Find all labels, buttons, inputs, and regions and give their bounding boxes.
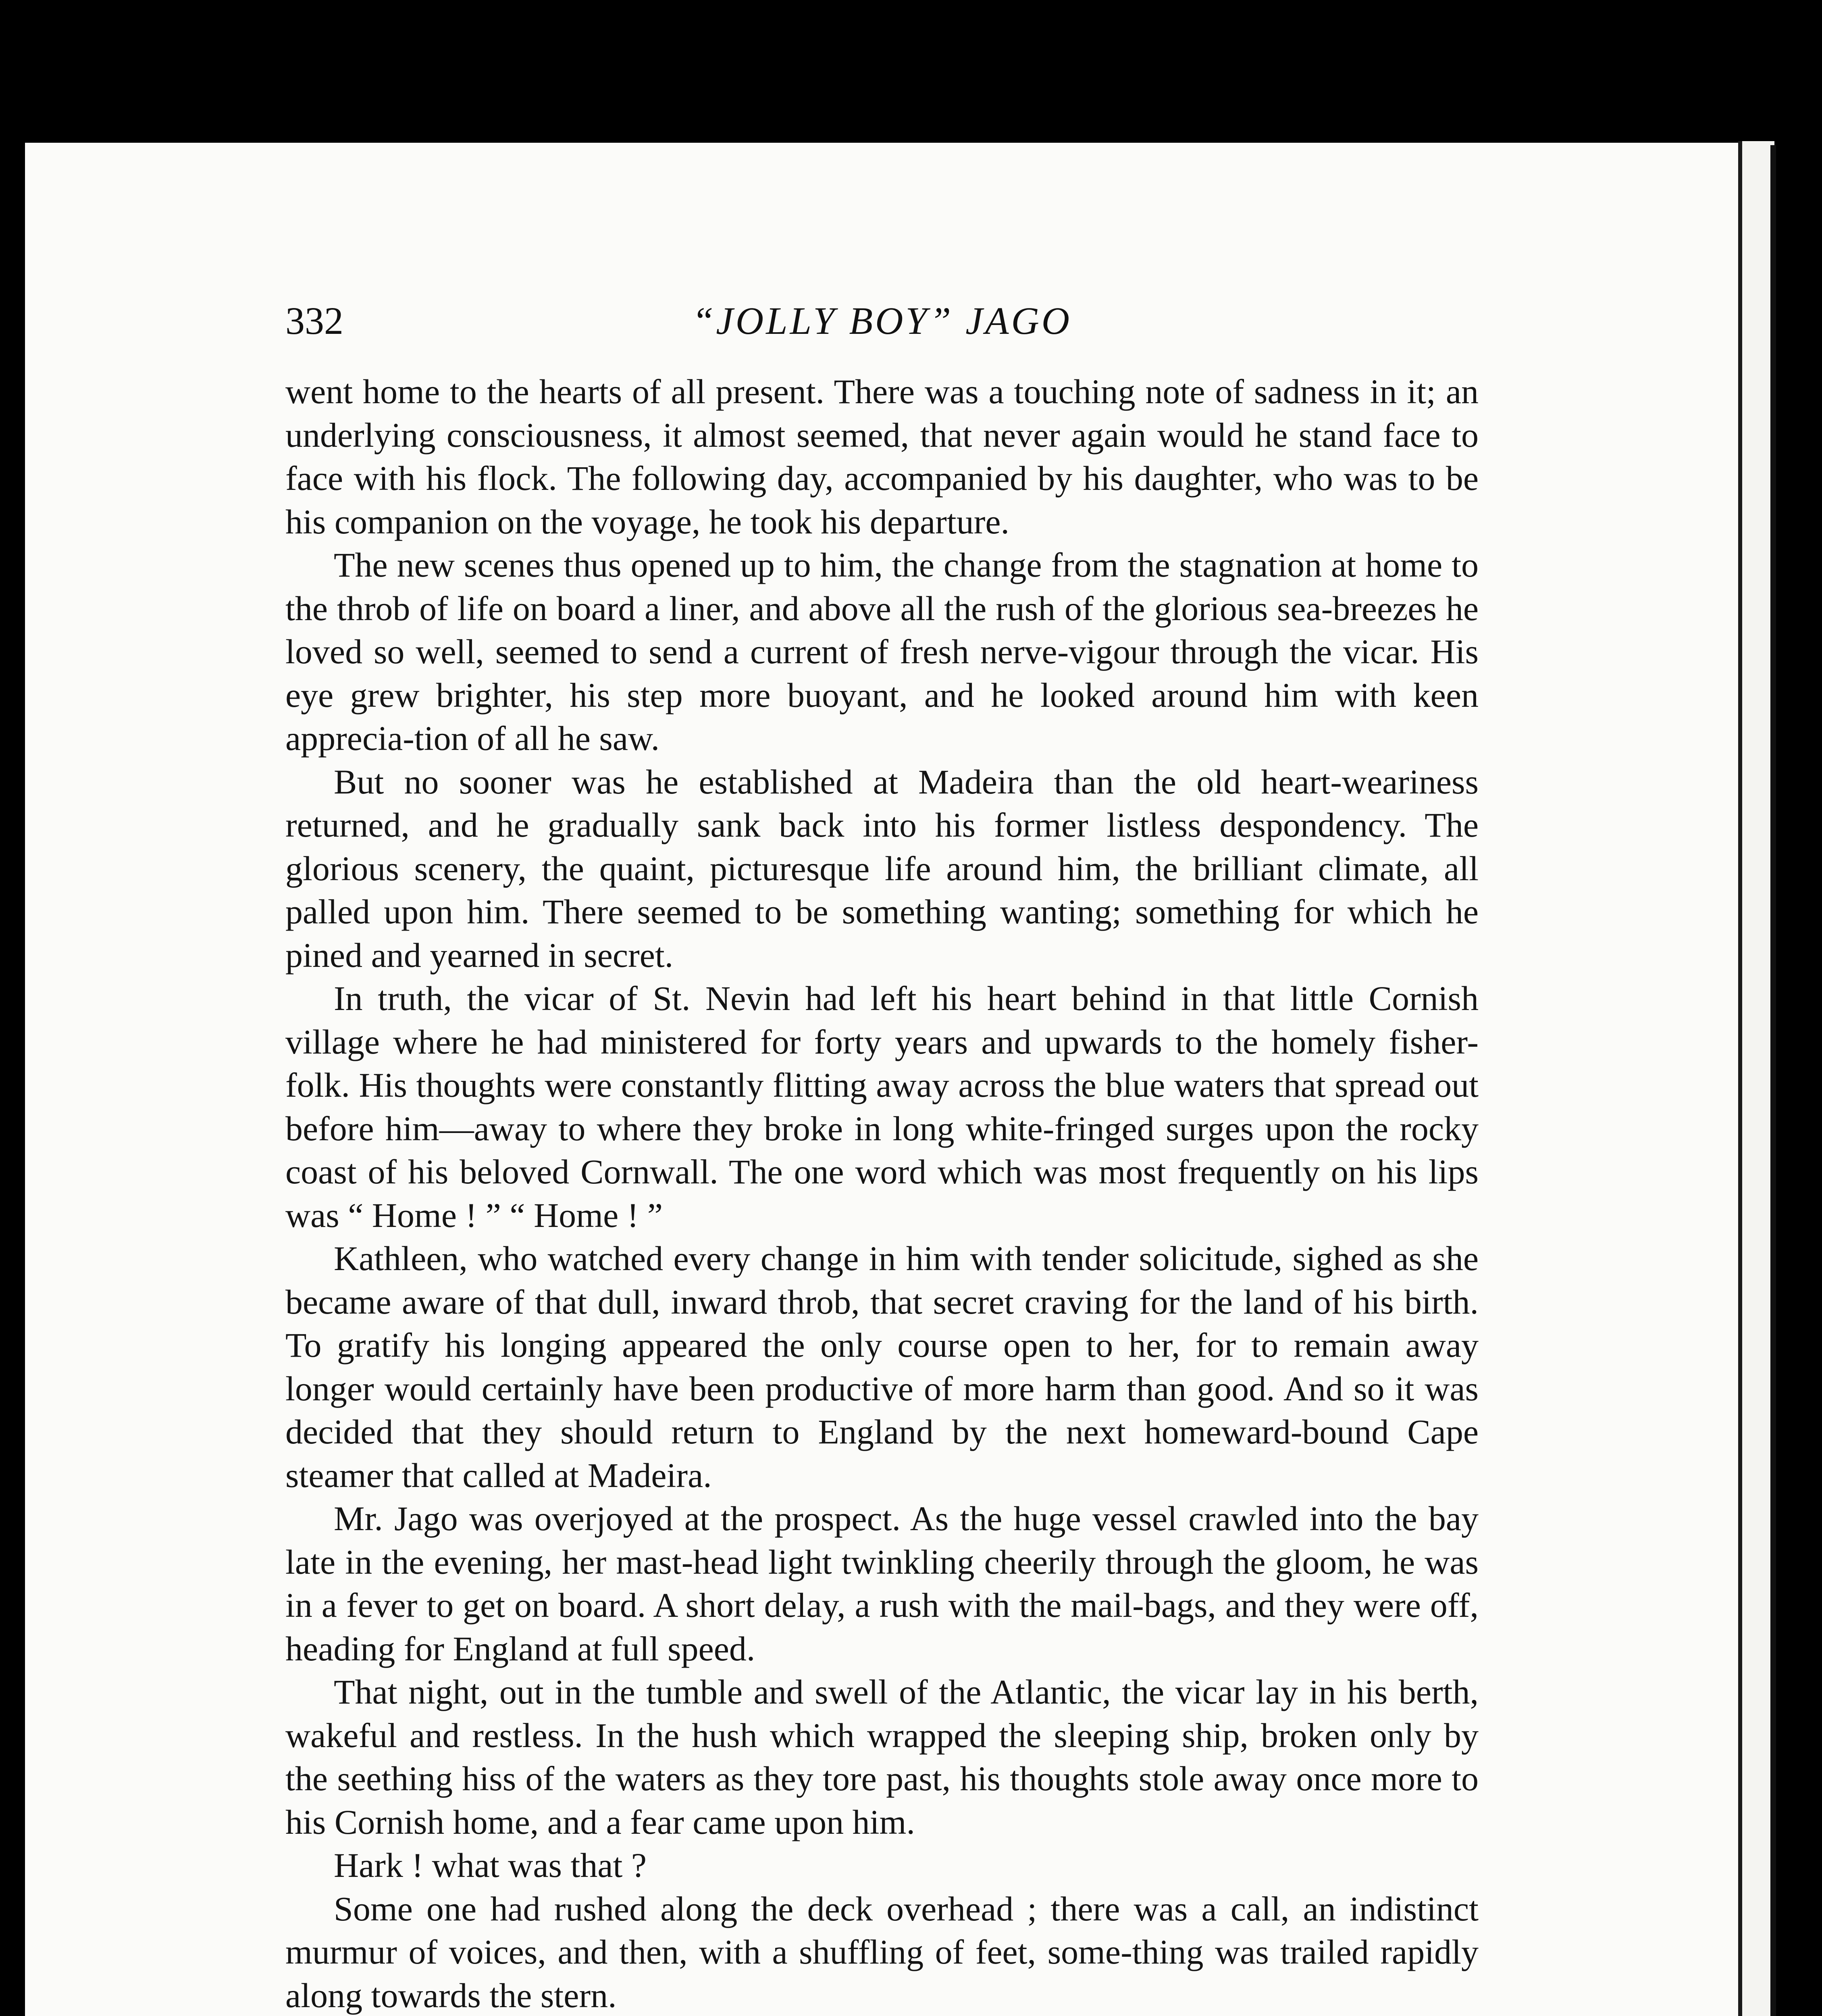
paragraph: The new scenes thus opened up to him, the change from the stagnation at home to the throb of life on board a liner, and above all the rush of the glorious sea-breezes he loved so well, seemed to send a current of fresh nerve-vigour through the vicar. His eye grew brighter, his step more buoyant, and he looked around him with keen apprecia-tion of all he saw. — [285, 546, 1479, 758]
paragraph: Hark ! what was that ? — [334, 1846, 647, 1885]
page-edge — [1738, 141, 1774, 2016]
running-title: “JOLLY BOY” JAGO — [692, 299, 1072, 342]
body-text — [285, 370, 1479, 2016]
paragraph: In truth, the vicar of St. Nevin had left his heart behind in that little Cornish village where he had ministered for forty years and upwards to the homely fisher-folk. His thoughts were constantly flitting away across the blue waters that spread out before him—away to where they broke in long white-fringed surges upon the rocky coast of his beloved Cornwall. The one word which was most frequently on his lips was “ Home ! ” “ Home ! ” — [285, 979, 1479, 1235]
binding-edge — [1770, 145, 1776, 2016]
paragraph: But no sooner was he established at Madeira than the old heart-weariness returned, and he gradually sank back into his former listless despondency. The glorious scenery, the quaint, picturesque life around him, the brilliant climate, all palled upon him. There seemed to be something wanting; something for which he pined and yearned in secret. — [285, 762, 1479, 975]
paragraph: Some one had rushed along the deck overhead ; there was a call, an indistinct murmur of voices, and then, with a shuffling of feet, some-thing was trailed rapidly along towards the stern. — [285, 1889, 1479, 2015]
paragraph: That night, out in the tumble and swell of the Atlantic, the vicar lay in his berth, wakeful and restless. In the hush which wrapped the sleeping ship, broken only by the seething hiss of the waters as they tore past, his thoughts stole away once more to his Cornish home, and a fear came upon him. — [285, 1672, 1479, 1841]
page-number: 332 — [285, 299, 343, 342]
paragraph: went home to the hearts of all present. There was a touching note of sadness in it; an underlying consciousness, it almost seemed, that never again would he stand face to face with his flock. The following day, accompanied by his daughter, who was to be his companion on the voyage, he took his departure. — [285, 372, 1479, 541]
page-header — [285, 298, 1479, 347]
paragraph: Mr. Jago was overjoyed at the prospect. As the huge vessel crawled into the bay late in the evening, her mast-head light twinkling cheerily through the gloom, he was in a fever to get on board. A short delay, a rush with the mail-bags, and they were off, heading for England at full speed. — [285, 1499, 1479, 1668]
paragraph: Kathleen, who watched every change in him with tender solicitude, sighed as she became aware of that dull, inward throb, that secret craving for the land of his birth. To gratify his longing appeared the only course open to her, for to remain away longer would certainly have been productive of more harm than good. And so it was decided that they should return to England by the next homeward-bound Cape steamer that called at Madeira. — [285, 1239, 1479, 1495]
